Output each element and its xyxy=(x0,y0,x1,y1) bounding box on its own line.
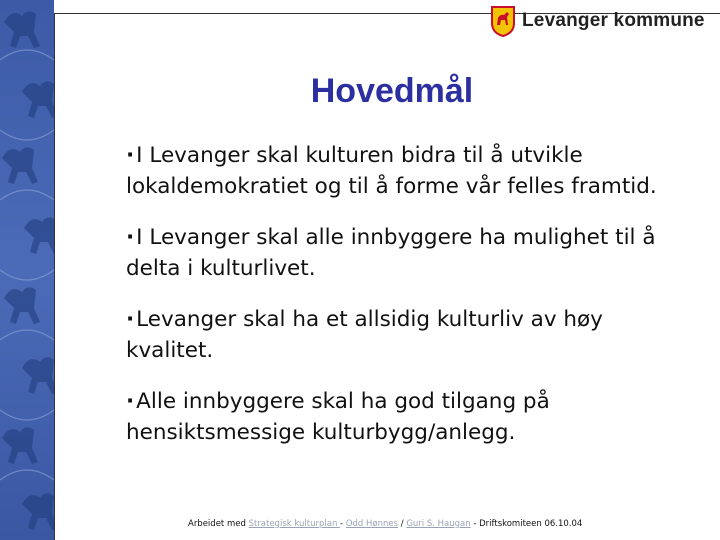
footer-prefix: Arbeidet med xyxy=(188,519,249,529)
bullet-mark: · xyxy=(126,307,135,332)
slide-title: Hovedmål xyxy=(310,72,474,110)
bullet-item xyxy=(126,222,686,284)
footer-link-plan[interactable]: Strategisk kulturplan xyxy=(248,519,341,529)
bullet-mark: · xyxy=(126,389,135,414)
footer-separator: / xyxy=(398,519,407,529)
bullet-text: I Levanger skal alle innbyggere ha mulighet til å delta i kulturlivet. xyxy=(126,225,656,281)
bullet-item xyxy=(126,304,686,366)
footer-link-author-1[interactable]: Odd Hønnes xyxy=(345,519,399,529)
bullet-text: Alle innbyggere skal ha god tilgang på hensiktsmessige kulturbygg/anlegg. xyxy=(126,389,550,445)
footer xyxy=(188,519,582,529)
shield-horse-icon xyxy=(490,5,516,37)
municipality-logo xyxy=(490,3,705,39)
bullet-item xyxy=(126,140,686,202)
footer-separator: - xyxy=(340,519,346,529)
bullet-mark: · xyxy=(126,225,135,250)
bullet-item xyxy=(126,386,686,448)
bullet-mark: · xyxy=(126,143,135,168)
bullet-list xyxy=(126,140,686,468)
logo-text: Levanger kommune xyxy=(522,10,705,31)
bullet-text: Levanger skal ha et allsidig kulturliv av høy kvalitet. xyxy=(126,307,603,363)
footer-suffix: - Driftskomiteen 06.10.04 xyxy=(470,519,583,529)
bullet-text: I Levanger skal kulturen bidra til å utvikle lokaldemokratiet og til å forme vår felles framtid. xyxy=(126,143,657,199)
footer-link-author-2[interactable]: Guri S. Haugan xyxy=(406,519,471,529)
